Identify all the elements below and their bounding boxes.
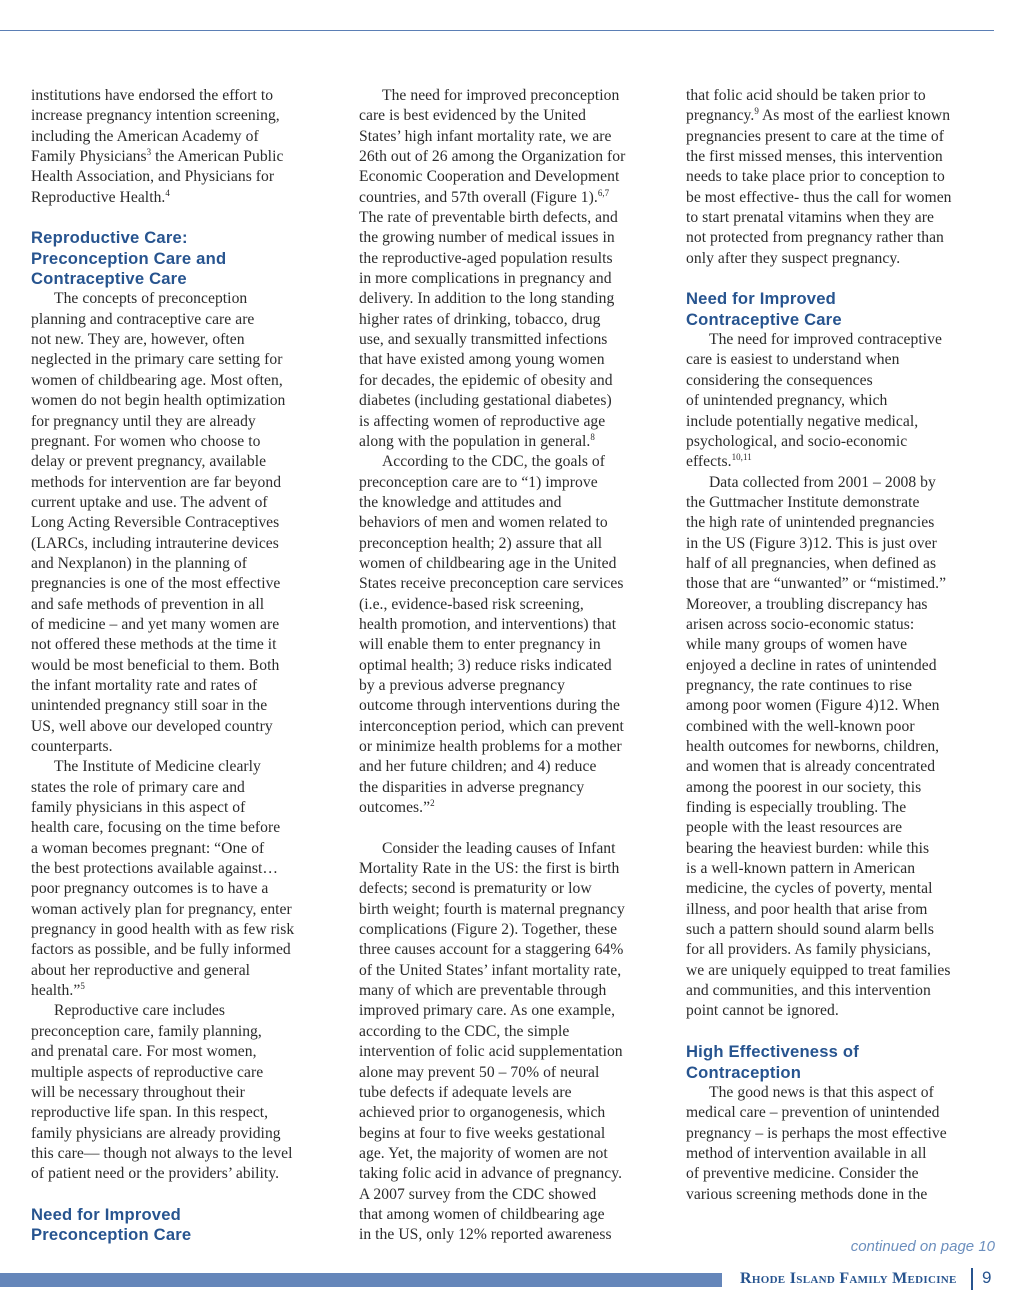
paragraph-concepts: The concepts of preconception planning and contraceptive care are not new. They are, however, often neglected in the primary care setting for women of childbearing age. Most often, women do not begin health optimization for pregnancy until they are already pregnant. For women who choose to delay or prevent pregnancy, available methods for intervention are far beyond current uptake and use. The advent of Long Acting Reversible Contraceptives (LARCs, including intrauterine devices and Nexplanon) in the planning of pregnancies is one of the most effective and safe methods of prevention in all of medicine – and yet many women are not offered these methods at the time it would be most beneficial to them. Both the infant mortality rate and rates of unintended pregnancy still soar in the US, well above our developed country counterparts. <box>31 290 286 755</box>
footer-bar <box>0 1273 722 1287</box>
heading-need-preconception: Need for Improved Preconception Care <box>31 1204 192 1245</box>
footnote-ref: 5 <box>80 981 85 992</box>
heading-reproductive-care: Reproductive Care: Preconception Care and Contraceptive Care <box>31 228 227 289</box>
paragraph-contraceptive-need: The need for improved contraceptive care is easiest to understand when considering the consequences of unintended pregnancy, which include potentially negative medical, psychological, and socio-economic effects.$^{10,11}$ <box>686 331 942 471</box>
footer-journal-title: Rhode Island Family Medicine <box>740 1270 957 1287</box>
footnote-ref: 6,7 <box>597 187 610 198</box>
footnote-ref: 10,11 <box>731 452 752 463</box>
footnote-ref: 4 <box>165 187 170 198</box>
footnote-ref: 3 <box>146 147 152 158</box>
paragraph-need-preconception: The need for improved preconception care is best evidenced by the United States’ high infant mortality rate, we are 26th out of 26 among the Organization for Economic Cooperation and Development countries, and 57th overall (Figure 1).$^{6,7}$ The rate of preventable birth defects, and the growing number of medical issues in the reproductive-aged population results in more complications in pregnancy and delivery. In addition to the long standing higher rates of drinking, tobacco, drug use, and sexually transmitted infections that have existed among young women for decades, the epidemic of obesity and diabetes (including gestational diabetes) is affecting women of reproductive age along with the population in general.$^8$ <box>359 87 626 450</box>
paragraph-folic-acid: that folic acid should be taken prior to pregnancy.$^9$ As most of the earliest known pregnancies present to care at the time of the first missed menses, this intervention needs to take place prior to conception to be most effective- thus the call for women to start prenatal vitamins when they are not protected from pregnancy rather than only after they suspect pregnancy. <box>686 87 952 267</box>
paragraph-good-news: The good news is that this aspect of medical care – prevention of unintended pregnancy – is perhaps the most effective method of intervention available in all of preventive medicine. Consider the various screening methods done in the <box>686 1083 947 1203</box>
heading-need-contraceptive: Need for Improved Contraceptive Care <box>686 289 842 329</box>
footnote-ref: 9 <box>754 106 759 117</box>
paragraph-intro: institutions have endorsed the effort to increase pregnancy intention screening, including the American Academy of Family Physicians$^3$ the American Public Health Association, and Physicians for Reproductive Health.$^4$ <box>31 87 284 206</box>
paragraph-cdc-goals: According to the CDC, the goals of preconception care are to “1) improve the knowledge and attitudes and behaviors of men and women related to preconception health; 2) assure that all women of childbearing age in the United States receive preconception care services (i.e., evidence-based risk screening, health promotion, and interventions) that will enable them to enter pregnancy in optimal health; 3) reduce risks indicated by a previous adverse pregnancy outcome through interventions during the interconception period, which can prevent or minimize health problems for a mother and her future children; and 4) reduce the disparities in adverse pregnancy outcomes.”$^2$ <box>359 453 624 817</box>
continued-on-page: continued on page 10 <box>850 1238 995 1255</box>
column-3 <box>686 86 996 1205</box>
footnote-ref: 2 <box>430 798 435 809</box>
top-rule <box>0 30 994 31</box>
heading-high-effectiveness: High Effectiveness of Contraception <box>686 1042 859 1082</box>
column-2 <box>359 86 669 1246</box>
paragraph-institute-of-medicine: The Institute of Medicine clearly states the role of primary care and family physicians in this aspect of health care, focusing on the time before a woman becomes pregnant: “One of the best protections available against… poor pregnancy outcomes is to have a woman actively plan for pregnancy, enter pregnancy in good health with as few risk factors as possible, and be fully informed about her reproductive and general health.”$^5$ <box>31 758 295 1000</box>
paragraph-leading-causes: Consider the leading causes of Infant Mortality Rate in the US: the first is birth defects; second is prematurity or low birth weight; fourth is maternal pregnancy complications (Figure 2). Together, these three causes account for a staggering 64% of the United States’ infant mortality rate, many of which are preventable through improved primary care. As one example, according to the CDC, the simple intervention of folic acid supplementation alone may prevent 50 – 70% of neural tube defects if adequate levels are achieved prior to organogenesis, which begins at four to five weeks gestational age. Yet, the majority of women are not taking folic acid in advance of pregnancy. A 2007 survey from the CDC showed that among women of childbearing age in the US, only 12% reported awareness <box>359 839 625 1244</box>
paragraph-reproductive-care: Reproductive care includes preconception care, family planning, and prenatal care. For most women, multiple aspects of reproductive care will be necessary throughout their reproductive life span. In this respect, family physicians are already providing this care— though not always to the level of patient need or the providers’ ability. <box>31 1002 293 1183</box>
page-number: 9 <box>982 1268 992 1287</box>
footnote-ref: 8 <box>590 431 595 442</box>
paragraph-guttmacher-data: Data collected from 2001 – 2008 by the Guttmacher Institute demonstrate the high rate of unintended pregnancies in the US (Figure 3)12. This is just over half of all pregnancies, when defined as those that are “unwanted” or “mistimed.” Moreover, a troubling discrepancy has arisen across socio-economic status: while many groups of women have enjoyed a decline in rates of unintended pregnancy, the rate continues to rise among poor women (Figure 4)12. When combined with the well-known poor health outcomes for newborns, children, and women that is already concentrated among the poorest in our society, this finding is especially troubling. The people with the least resources are bearing the heaviest burden: while this is a well-known pattern in American medicine, the cycles of poverty, mental illness, and poor health that arise from such a pattern should sound alarm bells for all providers. As family physicians, we are uniquely equipped to treat families and communities, and this intervention point cannot be ignored. <box>686 473 951 1020</box>
column-1 <box>31 86 341 1246</box>
footer-separator <box>971 1268 973 1290</box>
